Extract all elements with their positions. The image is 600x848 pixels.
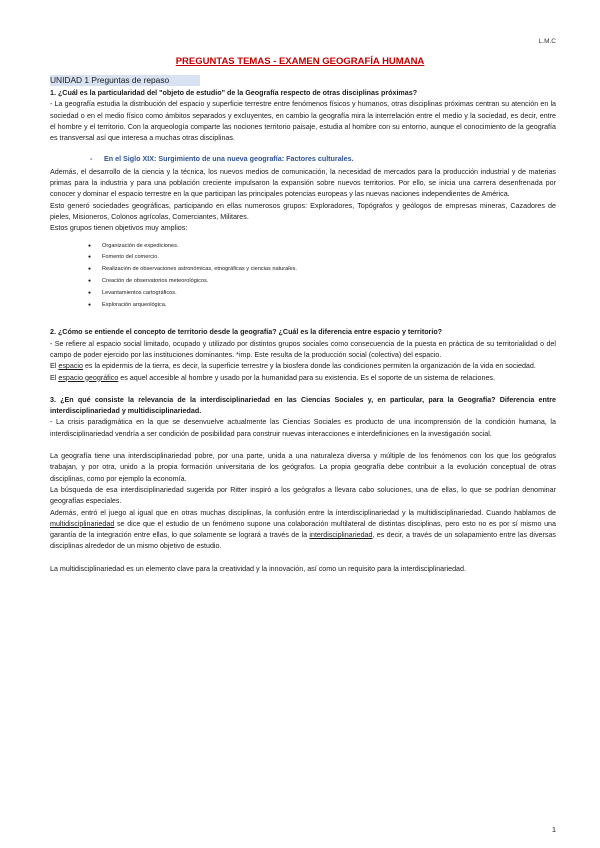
list-item: ● Levantamientos cartográficos.: [88, 288, 556, 300]
paragraph-espacio: [50, 361, 556, 372]
text-el: El: [50, 362, 57, 371]
subheading-text: En el Siglo XIX: Surgimiento de una nueva geografía: Factores culturales.: [104, 155, 354, 164]
text-segment: se dice que el estudio de un fenómeno supone una colaboración multilateral de distintas disciplinas, pero esto no es por sí mismo una garantía de la integración entre ellas, lo que solamente se logrará a través de la: [50, 519, 556, 540]
list-item: ● Realización de observaciones astronómicas, etnográficas y ciencias naturales.: [88, 264, 556, 276]
paragraph: Esto generó sociedades geográficas, participando en ellas numerosos grupos: Exploradores, Topógrafos y geólogos de empresas mineras, Cazadores de pieles, Misioneros, Colonos agrícolas, Comerciantes, Militares.: [50, 201, 556, 221]
paragraph-espacio-geografico: [50, 373, 556, 384]
paragraph: La geografía tiene una interdisciplinariedad pobre, por una parte, unida a una naturaleza diversa y múltiple de los fenómenos con los que los geógrafos trabajan, y por otra, unido a la propia formación universitaria de los geógrafos. La propia geografía debe contribuir a la evolución conceptual de otras disciplinas, como por ejemplo la economía.: [50, 452, 556, 483]
text-espacio-geo-def: es aquel accesible al hombre y usado por la humanidad para su existencia. Es el soporte de un sistema de relaciones.: [120, 373, 495, 382]
list-item: ● Organización de expediciones.: [88, 241, 556, 253]
paragraph: La búsqueda de esa interdisciplinariedad sugerida por Ritter inspiró a los geógrafos a llevara cabo soluciones, una de ellas, lo que se podrían denominar geografías especiales.: [50, 485, 556, 506]
answer-3: - La crisis paradigmática en la que se desenvuelve actualmente las Ciencias Sociales es producto de una incomprensión de la condición humana, la interdisciplinariedad vendría a ser condición de posibilidad para construir nuevas interacciones e interdefiniciones en la investigación social.: [50, 418, 556, 438]
text-segment: Además, entró el juego al igual que en otras muchas disciplinas, la confusión entre la interdisciplinariedad y la multidisciplinariedad. Cuando hablamos de: [50, 508, 556, 517]
question-1: 1. ¿Cuál es la particularidad del "objeto de estudio" de la Geografía respecto de otras disciplinas próximas?: [50, 89, 418, 97]
objectives-list: [88, 241, 556, 312]
unit-heading: UNIDAD 1 Preguntas de repaso: [50, 75, 200, 86]
term-espacio-geografico: espacio geográfico: [58, 373, 119, 382]
answer-2: - Se refiere al espacio social limitado, ocupado y utilizado por distintos grupos sociales como consecuencia de la puesta en práctica de su territorialidad o del campo de poder ejercido por las instituciones dominantes. *imp. Este resulta de la producción social (colectiva) del espacio.: [50, 339, 556, 359]
text-segment: , es decir, a través de un solapamiento entre las diversas disciplinas alrededor de un mismo objetivo de estudio.: [50, 531, 557, 551]
list-item: ● Creación de observatorios meteorológicos.: [88, 276, 556, 288]
paragraph: La multidisciplinariedad es un elemento clave para la creatividad y la innovación, así como un requisito para la interdisciplinariedad.: [50, 564, 466, 573]
term-interdisciplinariedad: interdisciplinariedad: [309, 531, 373, 540]
document-body: [50, 75, 556, 575]
subheading-siglo-xix: - En el Siglo XIX: Surgimiento de una nueva geografía: Factores culturales.: [90, 155, 354, 164]
question-3: 3. ¿En qué consiste la relevancia de la interdisciplinariedad en las Ciencias Sociales y, en particular, para la Geografía? Diferencia entre interdisciplinariedad y multidisciplinariedad.: [50, 395, 556, 416]
paragraph: Estos grupos tienen objetivos muy amplios:: [50, 224, 188, 233]
page-number: 1: [551, 825, 556, 834]
paragraph-multidisciplinariedad: [50, 508, 556, 553]
list-item: ● Fomento del comercio.: [88, 252, 556, 264]
term-espacio: espacio: [58, 362, 83, 371]
list-item: ● Exploración arqueológica.: [88, 300, 556, 312]
text-el: El: [50, 373, 57, 382]
term-multidisciplinariedad: multidisciplinariedad: [50, 519, 115, 528]
paragraph: Además, el desarrollo de la ciencia y la técnica, los nuevos medios de comunicación, la necesidad de mercados para la producción industrial y de materias primas para la industria y para una población creciente impulsaron la expansión sobre nuevos territorios. Por ello, se inicia una carrera desenfrenada por conocer y dominar el espacio terrestre en la que participan las principales potencias europeas y las nuevas naciones independientes de América.: [50, 167, 556, 199]
document-title: PREGUNTAS TEMAS - EXAMEN GEOGRAFÍA HUMANA: [175, 56, 425, 67]
answer-1: - La geografía estudia la distribución del espacio y superficie terrestre entre fenómenos físicos y humanos, otras disciplinas próximas centran su atención en la sociedad o en el medio físico como ámbitos separados y excluyentes, en cambio la geografía mira la interrelación entre el medio y la sociedad, es decir, entre el hombre y el territorio. Con la arqueología comparte las nociones territorio paisaje, estudia al hombre con su entorno, aunque el conocimiento de la geografía es transversal así que interesa a muchas otras disciplinas.: [50, 100, 556, 143]
text-espacio-def: es la epidermis de la tierra, es decir, la superficie terrestre y la biosfera donde las condiciones permiten la organización de la vida en sociedad.: [84, 362, 536, 371]
question-2: 2. ¿Cómo se entiende el concepto de territorio desde la geografía? ¿Cuál es la diferencia entre espacio y territorio?: [50, 328, 443, 337]
author-initials: L.M.C: [538, 38, 556, 45]
